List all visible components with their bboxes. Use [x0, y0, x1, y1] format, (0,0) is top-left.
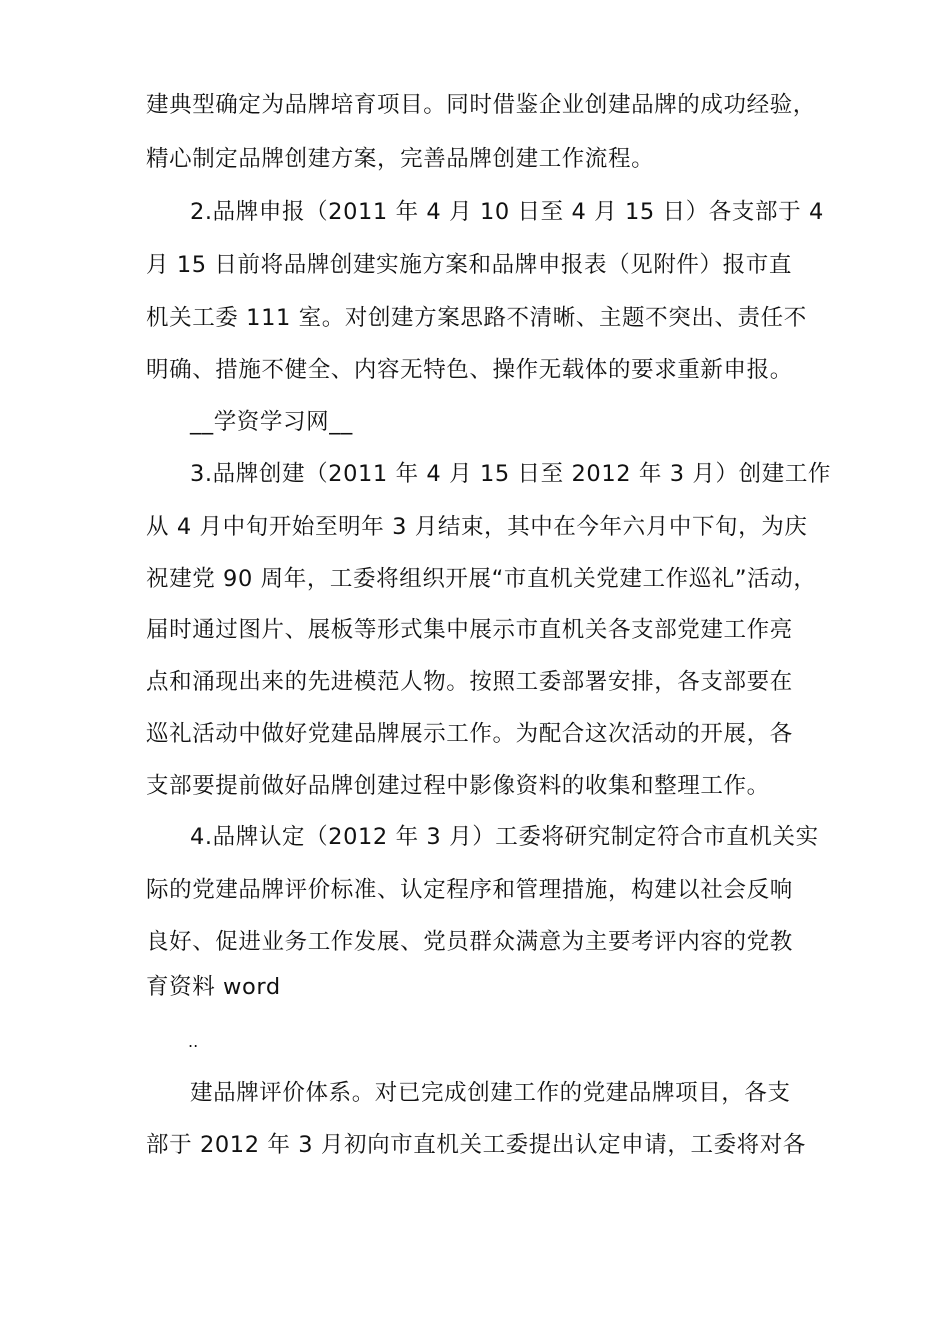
- text-line-18: 育资料 word: [146, 974, 281, 1000]
- text-line-14: 支部要提前做好品牌创建过程中影像资料的收集和整理工作。: [146, 773, 770, 799]
- text-line-12: 点和涌现出来的先进模范人物。按照工委部署安排，各支部要在: [146, 669, 793, 695]
- text-line-16: 际的党建品牌评价标准、认定程序和管理措施，构建以社会反响: [146, 877, 793, 903]
- ellipsis-marker: ..: [188, 1032, 199, 1051]
- text-line-1: 建典型确定为品牌培育项目。同时借鉴企业创建品牌的成功经验，: [146, 92, 816, 118]
- text-line-10: 祝建党 90 周年，工委将组织开展“市直机关党建工作巡礼”活动，: [146, 566, 817, 592]
- text-line-13: 巡礼活动中做好党建品牌展示工作。为配合这次活动的开展，各: [146, 721, 793, 747]
- text-line-15: 4.品牌认定（2012 年 3 月）工委将研究制定符合市直机关实: [190, 824, 819, 850]
- text-line-7: __学资学习网__: [190, 409, 353, 435]
- text-line-8: 3.品牌创建（2011 年 4 月 15 日至 2012 年 3 月）创建工作: [190, 461, 832, 487]
- text-line-5: 机关工委 111 室。对创建方案思路不清晰、主题不突出、责任不: [146, 305, 807, 331]
- text-line-17: 良好、促进业务工作发展、党员群众满意为主要考评内容的党教: [146, 929, 793, 955]
- text-line-9: 从 4 月中旬开始至明年 3 月结束，其中在今年六月中下旬，为庆: [146, 514, 808, 540]
- text-line-3: 2.品牌申报（2011 年 4 月 10 日至 4 月 15 日）各支部于 4: [190, 199, 824, 225]
- text-line-19: 建品牌评价体系。对已完成创建工作的党建品牌项目，各支: [190, 1080, 791, 1106]
- text-line-11: 届时通过图片、展板等形式集中展示市直机关各支部党建工作亮: [146, 617, 793, 643]
- text-line-6: 明确、措施不健全、内容无特色、操作无载体的要求重新申报。: [146, 357, 793, 383]
- text-line-20: 部于 2012 年 3 月初向市直机关工委提出认定申请，工委将对各: [146, 1132, 806, 1158]
- text-line-2: 精心制定品牌创建方案，完善品牌创建工作流程。: [146, 146, 655, 172]
- text-line-4: 月 15 日前将品牌创建实施方案和品牌申报表（见附件）报市直: [146, 252, 792, 278]
